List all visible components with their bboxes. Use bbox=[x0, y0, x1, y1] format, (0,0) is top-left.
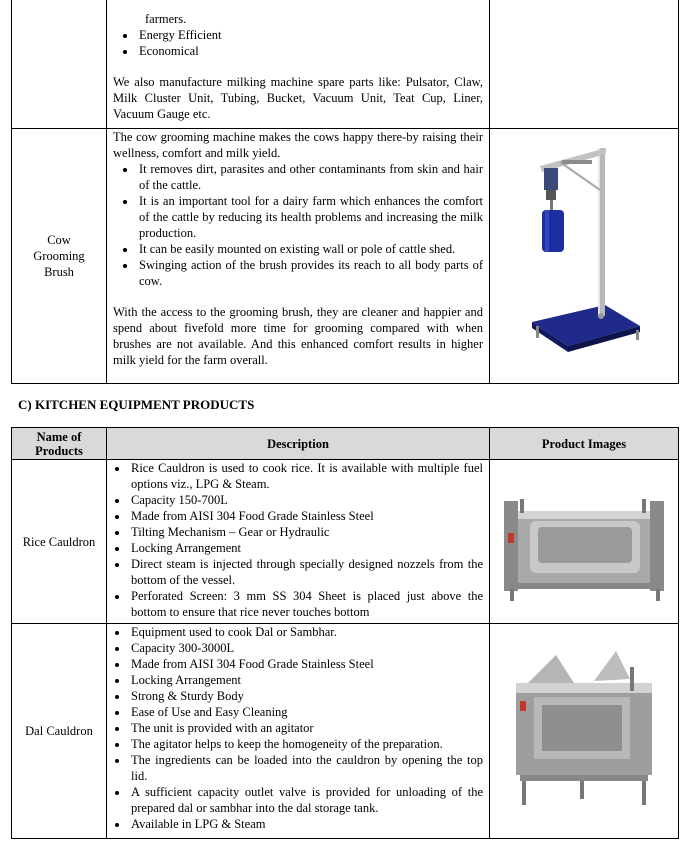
list-item: • Capacity 300-3000L bbox=[129, 640, 483, 656]
description-cell bbox=[107, 460, 490, 624]
product-name: Cow Grooming Brush bbox=[33, 233, 85, 279]
lead-fragment: farmers. bbox=[145, 12, 187, 26]
list-item: • A sufficient capacity outlet valve is provided for unloading of the prepared dal or sambhar into the dal storage tank. bbox=[129, 784, 483, 816]
list-item: • Made from AISI 304 Food Grade Stainless Steel bbox=[129, 656, 483, 672]
grooming-brush-image bbox=[490, 130, 679, 383]
table-row bbox=[12, 0, 679, 129]
list-item: • Direct steam is injected through specially designed nozzels from the bottom of the vessel. bbox=[129, 556, 483, 588]
list-item: • It is an important tool for a dairy farm which enhances the comfort of the cattle by reducing its health problems and increasing the milk production. bbox=[137, 193, 483, 241]
description-cell bbox=[107, 624, 490, 839]
table-row bbox=[12, 129, 679, 384]
list-item: • Tilting Mechanism – Gear or Hydraulic bbox=[129, 524, 483, 540]
benefit-paragraph: With the access to the grooming brush, they are cleaner and happier and spend about fivefold more time for grooming compared with when brushes are not available. And this enhanced comfort results in higher milk yield for the farm overall. bbox=[113, 305, 483, 367]
feature-list bbox=[113, 460, 483, 620]
list-item: • The agitator helps to keep the homogeneity of the preparation. bbox=[129, 736, 483, 752]
list-item: • Ease of Use and Easy Cleaning bbox=[129, 704, 483, 720]
column-header: Description bbox=[107, 428, 490, 460]
column-header: Product Images bbox=[490, 428, 679, 460]
product-name-cell bbox=[12, 129, 107, 384]
list-item: • The unit is provided with an agitator bbox=[129, 720, 483, 736]
list-item: • Locking Arrangement bbox=[129, 672, 483, 688]
list-item: • Strong & Sturdy Body bbox=[129, 688, 483, 704]
rice-cauldron-image bbox=[490, 461, 679, 623]
section-title: C) KITCHEN EQUIPMENT PRODUCTS bbox=[18, 397, 255, 412]
dal-cauldron-image bbox=[490, 625, 679, 838]
list-item: • Swinging action of the brush provides its reach to all body parts of cow. bbox=[137, 257, 483, 289]
spare-parts-paragraph: We also manufacture milking machine spare parts like: Pulsator, Claw, Milk Cluster Unit, Tubing, Bucket, Vacuum Unit, Teat Cup, Liner, Vacuum Gauge etc. bbox=[113, 75, 483, 121]
product-name-cell bbox=[12, 624, 107, 839]
table-row bbox=[12, 624, 679, 839]
product-image-cell bbox=[490, 129, 679, 384]
description-cell bbox=[107, 0, 490, 129]
product-name: Rice Cauldron bbox=[22, 534, 96, 549]
product-name: Dal Cauldron bbox=[25, 724, 93, 738]
list-item: • Energy Efficient bbox=[137, 27, 483, 43]
list-item: • The ingredients can be loaded into the cauldron by opening the top lid. bbox=[129, 752, 483, 784]
kitchen-products-table bbox=[11, 427, 679, 839]
product-name-cell bbox=[12, 460, 107, 624]
product-image-cell bbox=[490, 460, 679, 624]
list-item: • It can be easily mounted on existing wall or pole of cattle shed. bbox=[137, 241, 483, 257]
feature-list bbox=[113, 624, 483, 832]
list-item: • Economical bbox=[137, 43, 483, 59]
product-name-cell bbox=[12, 0, 107, 129]
dairy-products-table bbox=[11, 0, 679, 384]
description-cell bbox=[107, 129, 490, 384]
product-image-cell bbox=[490, 624, 679, 839]
list-item: • It removes dirt, parasites and other contaminants from skin and hair of the cattle. bbox=[137, 161, 483, 193]
header-row bbox=[12, 428, 679, 460]
intro-paragraph: The cow grooming machine makes the cows happy there-by raising their wellness, comfort and milk yield. bbox=[113, 130, 483, 160]
list-item: • Capacity 150-700L bbox=[129, 492, 483, 508]
list-item: • Made from AISI 304 Food Grade Stainless Steel bbox=[129, 508, 483, 524]
list-item: • Equipment used to cook Dal or Sambhar. bbox=[129, 624, 483, 640]
list-item: • Locking Arrangement bbox=[129, 540, 483, 556]
product-image-cell bbox=[490, 0, 679, 129]
list-item: • Rice Cauldron is used to cook rice. It is available with multiple fuel options viz., LPG & Steam. bbox=[129, 460, 483, 492]
list-item: • Perforated Screen: 3 mm SS 304 Sheet is placed just above the bottom to ensure that rice never touches bottom bbox=[129, 588, 483, 620]
feature-list bbox=[113, 161, 483, 289]
list-item: • Available in LPG & Steam bbox=[129, 816, 483, 832]
table-row bbox=[12, 460, 679, 624]
feature-list bbox=[113, 27, 483, 59]
column-header: Name of Products bbox=[12, 428, 107, 460]
